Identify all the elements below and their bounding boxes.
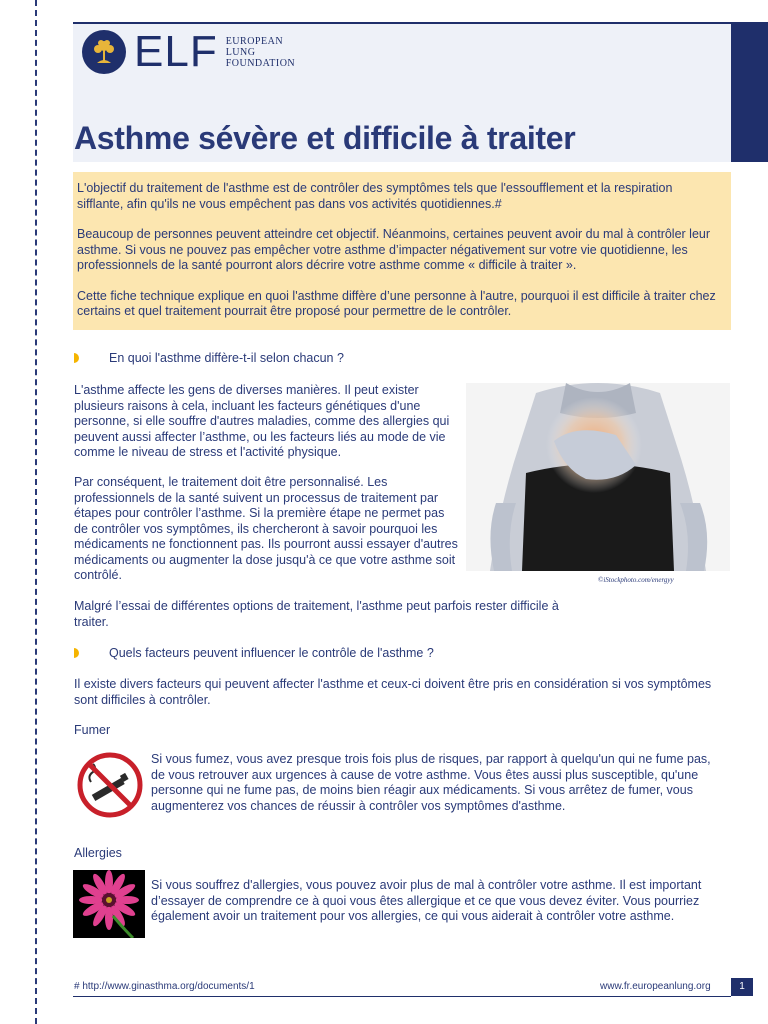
- logo-org-name: [226, 36, 295, 69]
- section-2-heading-text: Quels facteurs peuvent influencer le contrôle de l'asthme ?: [109, 646, 434, 660]
- logo-abbreviation: ELF: [134, 27, 218, 76]
- allergies-subheading: Allergies: [74, 846, 122, 860]
- section-1-paragraph-1: L'asthme affecte les gens de diverses manières. Il peut exister plusieurs raisons à cela, incluant les facteurs génétiques d'une personne, si elle souffre d'autres maladies, comme des allergies qui peuvent aussi affecter l’asthme, ou les facteurs liés au mode de vie comme le niveau de stress et l'activité physique.: [74, 383, 450, 459]
- intro-paragraph-3: Cette fiche technique explique en quoi l'asthme diffère d’une personne à l'autre, pourquoi il est difficile à traiter chez certains et quel traitement pourrait être proposé pour permettre de le contrôler.: [77, 288, 716, 318]
- intro-paragraph-1: L'objectif du traitement de l'asthme est de contrôler des symptômes tels que l'essoufflement et la respiration sifflante, afin qu'ils ne vous empêchent pas dans vos activités quotidiennes.#: [77, 181, 673, 211]
- tree-icon: [82, 30, 126, 74]
- section-1-paragraph-3: Malgré l’essai de différentes options de traitement, l'asthme peut parfois rester difficile à traiter.: [74, 599, 559, 629]
- section-1-paragraph-2: Par conséquent, le traitement doit être personnalisé. Les professionnels de la santé suivent un processus de traitement par étapes pour contrôler l’asthme. Si la première étape ne permet pas de contrôler vos symptômes, ils chercheront à savoir pourquoi les médicaments ne fonctionnent pas. Ils pourront aussi essayer d'autres médicaments ou augmenter la dose jusqu'à ce que votre asthme soit contrôlé.: [74, 475, 458, 582]
- smoking-subheading: Fumer: [74, 723, 111, 737]
- smoking-text: Si vous fumez, vous avez presque trois fois plus de risques, par rapport à quelqu'un qui ne fume pas, de vous retrouver aux urgences à cause de votre asthme. Vous êtes aussi plus susceptible, qu'une personne qui ne fume pas, de moins bien réagir aux médicaments. Si vous arrêtez de fumer, vous augmenterez vos chances de réussir à contrôler vos symptômes d'asthme.: [151, 752, 711, 813]
- section-2-heading: [74, 646, 434, 660]
- bullet-icon: [74, 353, 79, 363]
- org-line-2: LUNG: [225, 46, 256, 58]
- footer-rule: [73, 996, 731, 997]
- page-number: 1: [731, 978, 753, 996]
- intro-paragraph-2: Beaucoup de personnes peuvent atteindre cet objectif. Néanmoins, certaines peuvent avoir du mal à contrôler leur asthme. Si vous ne pouvez pas empêcher votre asthme d’impacter négativement sur votre vie quotidienne, les professionnels de la santé pourront alors décrire votre asthme comme « difficile à traiter ».: [77, 227, 711, 272]
- margin-dash-line: [35, 0, 37, 1024]
- intro-box: [73, 172, 731, 330]
- page-title: Asthme sévère et difficile à traiter: [74, 120, 576, 156]
- side-accent-block: [731, 22, 768, 162]
- section-1-heading-text: En quoi l'asthme diffère-t-il selon chacun ?: [109, 351, 344, 365]
- section-2-paragraph-1: Il existe divers facteurs qui peuvent affecter l'asthme et ceux-ci doivent être pris en considération si vos symptômes sont difficiles à contrôler.: [74, 677, 712, 707]
- org-line-3: FOUNDATION: [225, 57, 296, 69]
- footer-website-link[interactable]: www.fr.europeanlung.org: [600, 981, 711, 992]
- photo-credit: ©iStockphoto.com/energyy: [598, 576, 674, 584]
- bullet-icon: [74, 648, 79, 658]
- allergies-text: Si vous souffrez d'allergies, vous pouvez avoir plus de mal à contrôler votre asthme. Il est important d’essayer de comprendre ce à quoi vous êtes allergique et ce que vous devez éviter. Vous pourriez également avoir un traitement pour vos allergies, ce qui vous aiderait à contrôler votre asthme.: [151, 878, 702, 923]
- elf-logo: [82, 27, 296, 76]
- flower-photo: [73, 870, 145, 938]
- no-smoking-icon: [77, 752, 143, 818]
- chest-pain-photo: [466, 383, 730, 571]
- section-1-heading: [74, 351, 344, 365]
- footer-reference: # http://www.ginasthma.org/documents/1: [74, 981, 255, 992]
- org-line-1: EUROPEAN: [225, 35, 284, 47]
